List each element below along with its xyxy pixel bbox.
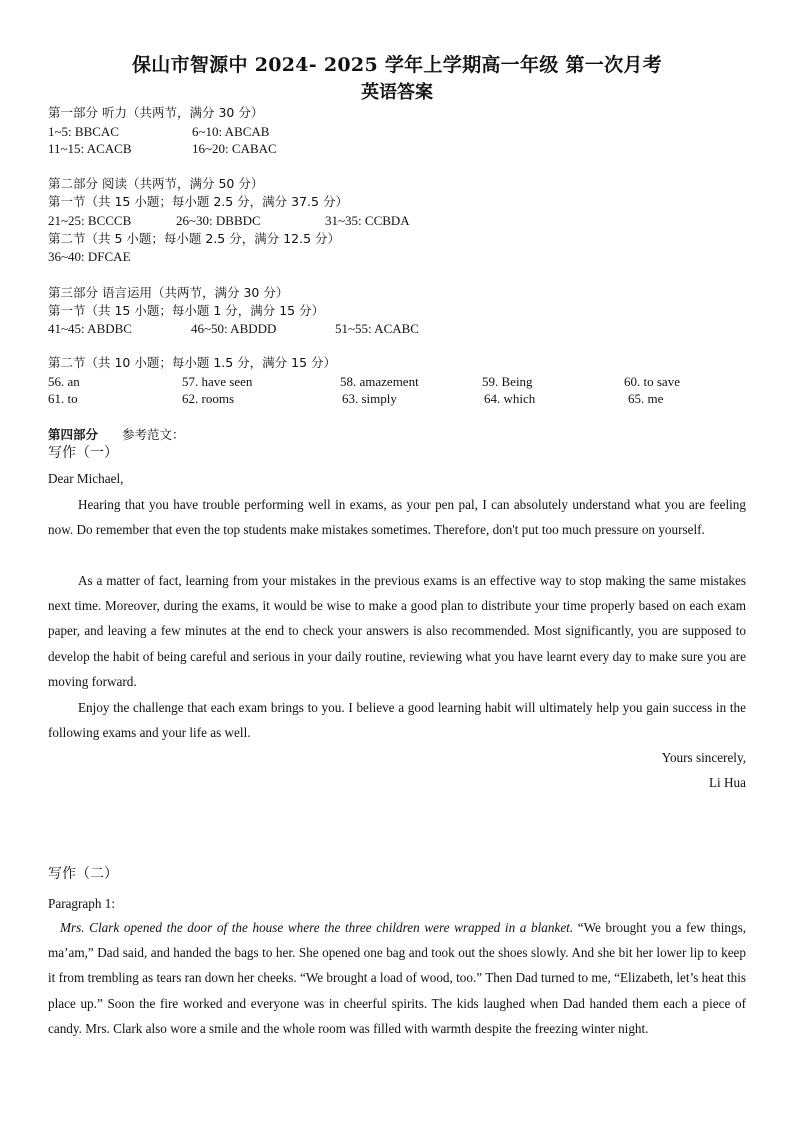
cloze-answer: 57. have seen xyxy=(182,374,253,389)
answer-group: 1~5: BBCAC xyxy=(48,124,119,139)
answer-group: 41~45: ABDBC xyxy=(48,321,132,336)
cloze-answer: 62. rooms xyxy=(182,391,234,406)
part3-heading: 第三部分 语言运用（共两节，满分 30 分） xyxy=(48,285,289,300)
page-subtitle: 英语答案 xyxy=(361,82,433,103)
answer-group: 31~35: CCBDA xyxy=(325,213,410,228)
cloze-answer: 61. to xyxy=(48,391,78,406)
part1-heading: 第一部分 听力（共两节，满分 30 分） xyxy=(48,105,264,120)
part4-heading: 第四部分 xyxy=(48,427,99,442)
answer-group: 46~50: ABDDD xyxy=(191,321,277,336)
part2-heading: 第二部分 阅读（共两节，满分 50 分） xyxy=(48,176,264,191)
writing2-label: 写作（二） xyxy=(48,866,118,882)
page-title: 保山市智源中 2024- 2025 学年上学期高一年级 第一次月考 xyxy=(131,54,662,76)
writing1-label: 写作（一） xyxy=(48,445,118,461)
answer-group: 26~30: DBBDC xyxy=(176,213,261,228)
answer-group: 16~20: CABAC xyxy=(192,141,277,156)
paragraph1-label: Paragraph 1: xyxy=(48,896,116,911)
cloze-answer: 63. simply xyxy=(342,391,397,406)
part4-sample-label: 参考范文： xyxy=(122,427,185,442)
continuation-paragraph-1 xyxy=(48,915,746,1041)
answer-group: 11~15: ACACB xyxy=(48,141,132,156)
cloze-answer: 65. me xyxy=(628,391,664,406)
answer-group: 21~25: BCCCB xyxy=(48,213,132,228)
part3-section2: 第二节（共 10 小题；每小题 1.5 分，满分 15 分） xyxy=(48,355,337,370)
cloze-answer: 64. which xyxy=(484,391,536,406)
letter-signature: Li Hua xyxy=(709,775,746,790)
part3-section1: 第一节（共 15 小题；每小题 1 分，满分 15 分） xyxy=(48,303,325,318)
letter-closing: Yours sincerely, xyxy=(661,750,746,765)
cloze-answer: 60. to save xyxy=(624,374,680,389)
letter-paragraph-3: Enjoy the challenge that each exam brings to you. I believe a good learning habit will ultimately help you gain success in the following exams and your life as well. xyxy=(48,700,746,741)
part2-section1: 第一节（共 15 小题；每小题 2.5 分，满分 37.5 分） xyxy=(48,194,348,209)
cloze-answer: 56. an xyxy=(48,374,80,389)
part2-section2: 第二节（共 5 小题；每小题 2.5 分，满分 12.5 分） xyxy=(48,231,341,246)
paragraph-body: “We brought you a few things, ma’am,” Dad said, and handed the bags to her. She opened one bag and took out the shoes slowly. And she bit her lower lip to keep it from trembling as tears ran down her cheeks. “We brought a load of wood, too.” Then Dad turned to me, “Elizabeth, let’s heat this place up.” Soon the fire worked and everyone was in cheerful spirits. The kids laughed when Dad handed them each a piece of candy. Mrs. Clark also wore a smile and the whole room was filled with warmth despite the freezing winter night. xyxy=(48,920,746,1036)
answer-group: 36~40: DFCAE xyxy=(48,249,131,264)
answer-group: 51~55: ACABC xyxy=(335,321,419,336)
cloze-answer: 58. amazement xyxy=(340,374,419,389)
paragraph-lead-sentence: Mrs. Clark opened the door of the house where the three children were wrapped in a blanket. xyxy=(60,920,574,935)
letter-paragraph-1: Hearing that you have trouble performing well in exams, as your pen pal, I can absolutely understand what you are feeling now. Do remember that even the top students make mistakes sometimes. Therefore, don't put too much pressure on yourself. xyxy=(48,497,746,538)
letter-greeting: Dear Michael, xyxy=(48,471,124,486)
letter-paragraph-2: As a matter of fact, learning from your mistakes in the previous exams is an effective way to stop making the same mistakes next time. Moreover, during the exams, it would be wise to make a good plan to distribute your time properly based on each exam paper, and leaving a few minutes at the end to check your answers is also recommended. Most significantly, you are supposed to develop the habit of being careful and serious in your daily routine, reviewing what you have learnt every day to make sure you are moving forward. xyxy=(48,573,746,689)
answer-group: 6~10: ABCAB xyxy=(192,124,270,139)
cloze-answer: 59. Being xyxy=(482,374,533,389)
